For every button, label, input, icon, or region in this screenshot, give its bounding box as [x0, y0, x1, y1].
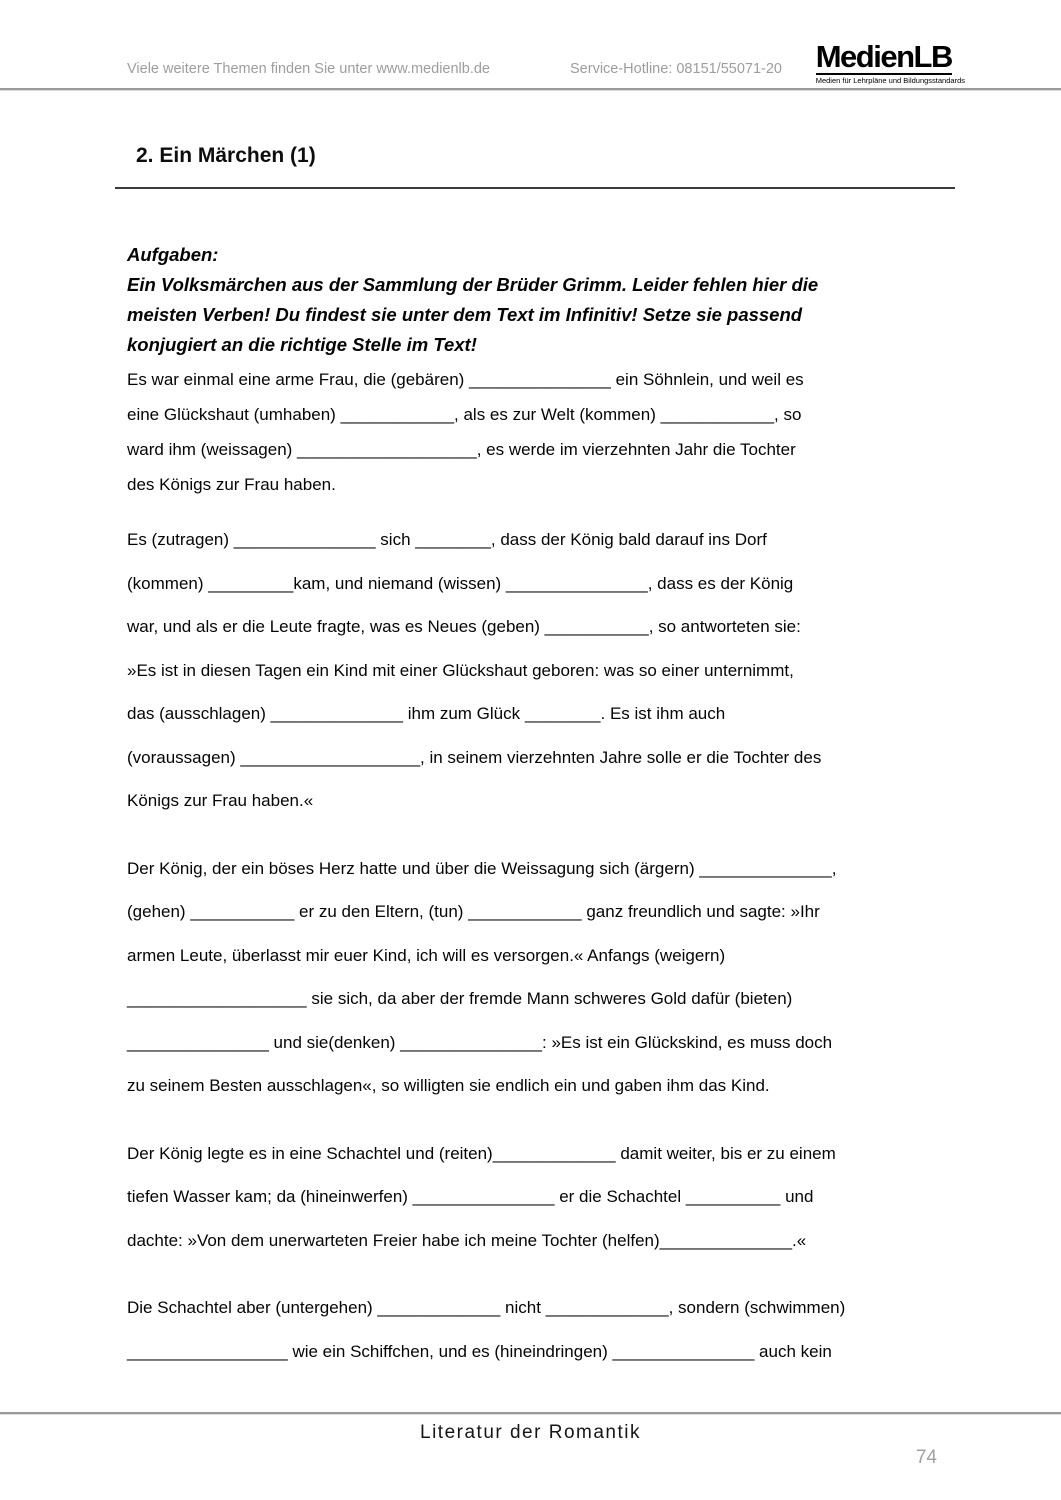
paragraph: [127, 1286, 957, 1373]
header-note: Viele weitere Themen finden Sie unter www.medienlb.de: [127, 61, 490, 77]
text-line: (gehen) ___________ er zu den Eltern, (tun) ____________ ganz freundlich und sagte: »Ihr: [127, 902, 820, 921]
tasks-instruction-line: konjugiert an die richtige Stelle im Text!: [127, 334, 477, 355]
text-line: Der König legte es in eine Schachtel und (reiten)_____________ damit weiter, bis er zu einem: [127, 1143, 836, 1163]
text-line: tiefen Wasser kam; da (hineinwerfen) _______________ er die Schachtel __________ und: [127, 1187, 814, 1206]
paragraph: [127, 518, 957, 823]
page-number: 74: [915, 1447, 937, 1468]
text-line: Es war einmal eine arme Frau, die (gebären) _______________ ein Söhnlein, und weil es: [127, 370, 804, 389]
text-line: armen Leute, überlasst mir euer Kind, ich will es versorgen.« Anfangs (weigern): [127, 945, 726, 965]
text-line: das (ausschlagen) ______________ ihm zum Glück ________. Es ist ihm auch: [127, 704, 726, 723]
text-line: (kommen) _________kam, und niemand (wissen) _______________, dass es der König: [127, 573, 794, 593]
text-line: Die Schachtel aber (untergehen) _____________ nicht _____________, sondern (schwimmen): [127, 1298, 846, 1317]
text-line: ward ihm (weissagen) ___________________, es werde im vierzehnten Jahr die Tochter: [127, 440, 796, 459]
text-line: Der König, der ein böses Herz hatte und über die Weissagung sich (ärgern) ______________,: [127, 858, 837, 878]
medienlb-logo: [816, 41, 965, 85]
tasks-instruction-line: Ein Volksmärchen aus der Sammlung der Brüder Grimm. Leider fehlen hier die: [127, 274, 819, 295]
text-line: Es (zutragen) _______________ sich ________, dass der König bald darauf ins Dorf: [127, 530, 767, 549]
header-divider: [0, 88, 1061, 91]
logo-tagline: Medien für Lehrpläne und Bildungsstandards: [815, 76, 965, 85]
header-hotline: Service-Hotline: 08151/55071-20: [570, 61, 782, 77]
page-title: 2. Ein Märchen (1): [136, 144, 316, 167]
paragraph: [127, 847, 957, 1108]
text-line: dachte: »Von dem unerwarteten Freier habe ich meine Tochter (helfen)______________.«: [127, 1230, 807, 1250]
logo-wordmark: MedienLB: [815, 39, 952, 74]
text-line: (voraussagen) ___________________, in seinem vierzehnten Jahre solle er die Tochter des: [127, 747, 822, 767]
footer-divider: [0, 1412, 1061, 1415]
text-line: _________________ wie ein Schiffchen, und es (hineindringen) _______________ auch kein: [127, 1341, 832, 1361]
text-line: ___________________ sie sich, da aber der fremde Mann schweres Gold dafür (bieten): [127, 989, 793, 1008]
text-line: eine Glückshaut (umhaben) ____________, als es zur Welt (kommen) ____________, so: [127, 405, 802, 424]
title-divider: [115, 187, 955, 189]
text-line: zu seinem Besten ausschlagen«, so willigten sie endlich ein und gaben ihm das Kind.: [127, 1076, 770, 1095]
tasks-heading: Aufgaben:: [127, 244, 219, 265]
footer-series-title: Literatur der Romantik: [420, 1422, 641, 1443]
text-line: Königs zur Frau haben.«: [127, 791, 314, 810]
tasks-section: [127, 240, 957, 360]
text-line: des Königs zur Frau haben.: [127, 475, 336, 494]
paragraph: [127, 362, 957, 502]
text-line: »Es ist in diesen Tagen ein Kind mit einer Glückshaut geboren: was so einer unternimmt,: [127, 660, 794, 680]
text-line: war, und als er die Leute fragte, was es Neues (geben) ___________, so antworteten sie:: [127, 617, 801, 636]
exercise-text: [127, 362, 957, 1397]
paragraph: [127, 1132, 957, 1263]
text-line: _______________ und sie(denken) _______________: »Es ist ein Glückskind, es muss doch: [127, 1032, 833, 1052]
tasks-instruction-line: meisten Verben! Du findest sie unter dem Text im Infinitiv! Setze sie passend: [127, 304, 803, 325]
